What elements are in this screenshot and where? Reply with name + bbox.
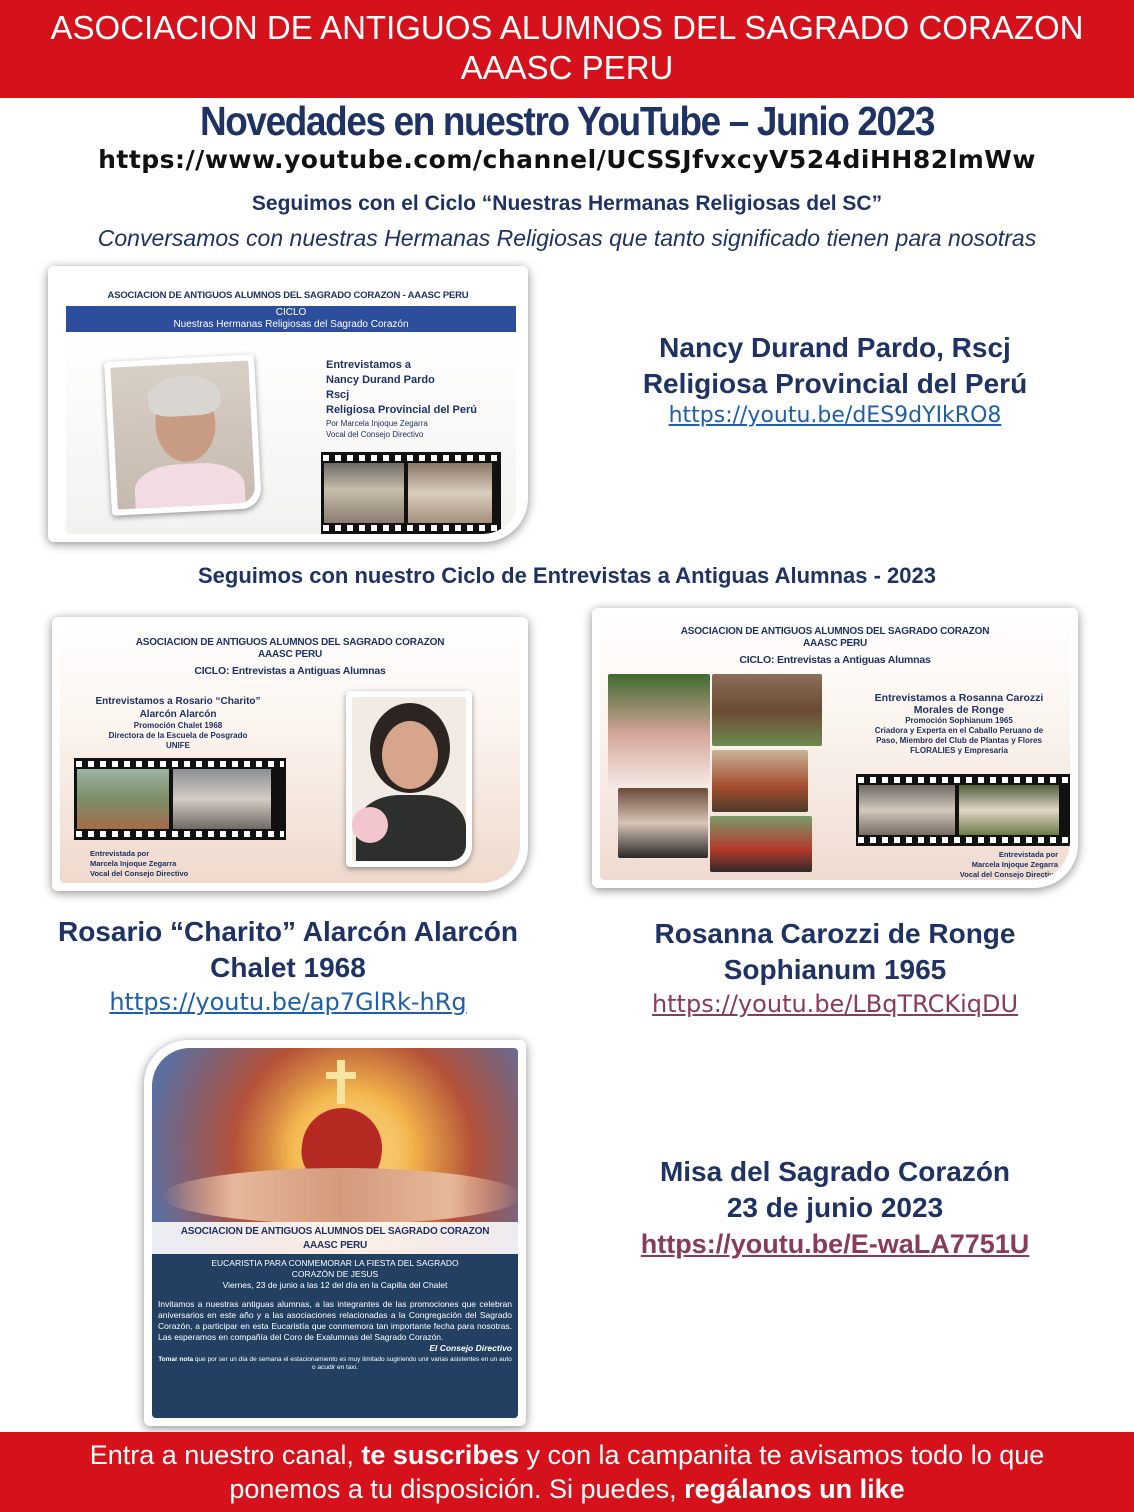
footer-like: regálanos un like (684, 1474, 905, 1504)
footer-line1 (0, 1438, 1134, 1472)
video-rosario-school: Chalet 1968 (210, 952, 366, 983)
interviewer-line2: Marcela Injoque Zegarra (971, 860, 1058, 869)
interviewer-line1: Entrevistada por (998, 850, 1058, 859)
video-misa-info (560, 1154, 1110, 1262)
footer-subscribe: te suscribes (361, 1440, 519, 1470)
video-thumbnail-nancy[interactable] (48, 266, 528, 542)
interview-text (88, 695, 268, 751)
card-org-subtitle: AAASC PERU (302, 1240, 368, 1251)
channel-url[interactable]: https://www.youtube.com/channel/UCSSJfvxcyV524diHH82lmWw (98, 145, 1036, 174)
video-misa-date: 23 de junio 2023 (726, 1192, 944, 1223)
card-org-title: ASOCIACION DE ANTIGUOS ALUMNOS DEL SAGRADO CORAZON (135, 637, 445, 648)
card-org-title: ASOCIACION DE ANTIGUOS ALUMNOS DEL SAGRADO CORAZON - AAASC PERU (107, 290, 469, 301)
card-org-title: ASOCIACION DE ANTIGUOS ALUMNOS DEL SAGRADO CORAZON (180, 1226, 490, 1237)
video-rosanna-name: Rosanna Carozzi de Ronge (654, 918, 1016, 949)
video-rosario-name: Rosario “Charito” Alarcón Alarcón (57, 916, 518, 947)
footer-text-a: Entra a nuestro canal, (89, 1440, 362, 1470)
video-thumbnail-rosario[interactable] (52, 617, 528, 891)
cycle-bar (66, 306, 516, 332)
portrait-photo (104, 354, 262, 516)
video-rosanna-info (560, 916, 1110, 1020)
footer-text-d: ponemos a tu disposición. Si puedes, (229, 1474, 685, 1504)
card-org-title: ASOCIACION DE ANTIGUOS ALUMNOS DEL SAGRADO CORAZON (680, 626, 990, 637)
cycle-subtitle: Conversamos con nuestras Hermanas Religiosas que tanto significado tienen para nosotras (97, 225, 1037, 251)
interview-text (326, 358, 477, 440)
interview-line2: Nancy Durand Pardo (326, 374, 435, 386)
video-nancy-role: Religiosa Provincial del Perú (642, 368, 1028, 399)
footer-text-c: y con la campanita te avisamos todo lo que (518, 1440, 1045, 1470)
interviewer-line: Por Marcela Injoque Zegarra (326, 419, 428, 428)
video-nancy-link[interactable]: https://youtu.be/dES9dYIkRO8 (668, 403, 1002, 428)
interview-line5: Paso, Miembro del Club de Plantas y Flores (876, 736, 1042, 745)
card-org-subtitle: AAASC PERU (257, 649, 323, 660)
interviewer-line3: Vocal del Consejo Directivo (959, 870, 1058, 879)
event-text (158, 1258, 512, 1372)
event-title-line1: EUCARISTIA PARA CONMEMORAR LA FIESTA DEL SAGRADO (211, 1258, 459, 1268)
video-nancy-name: Nancy Durand Pardo, Rscj (659, 332, 1011, 363)
header-title-line1: ASOCIACION DE ANTIGUOS ALUMNOS DEL SAGRADO CORAZON (50, 9, 1084, 46)
video-rosario-info (10, 914, 566, 1018)
interview-line3: Promoción Sophianum 1965 (905, 716, 1013, 725)
event-note-text: que por ser un día de semana el estacionamiento es muy limitado sugiriendo unir varias asistentes en un auto o acudir en taxi. (193, 1356, 512, 1371)
cycle-title: Seguimos con el Ciclo “Nuestras Hermanas Religiosas del SC” (251, 192, 883, 215)
page-headline: Novedades en nuestro YouTube – Junio 2023 (199, 98, 935, 144)
card-org-subtitle: AAASC PERU (802, 638, 868, 649)
event-title-line2: CORAZÓN DE JESUS (291, 1269, 379, 1279)
video-rosario-link[interactable]: https://youtu.be/ap7GlRk-hRg (109, 988, 467, 1016)
interview-line5: UNIFE (166, 741, 190, 750)
portrait-photo (346, 691, 472, 867)
event-signature: El Consejo Directivo (429, 1343, 512, 1353)
video-misa-title: Misa del Sagrado Corazón (659, 1156, 1011, 1187)
footer-line2 (0, 1472, 1134, 1506)
video-misa-link[interactable]: https://youtu.be/E-waLA7751U (640, 1229, 1030, 1259)
cycle-bar-line2: Nuestras Hermanas Religiosas del Sagrado Corazón (173, 319, 409, 330)
interview-line4: Directora de la Escuela de Posgrado (108, 731, 248, 740)
interviewer-line2: Marcela Injoque Zegarra (90, 859, 177, 868)
film-strip (856, 774, 1070, 846)
interview-line1: Entrevistamos a Rosario “Charito” (95, 696, 261, 707)
interviewer-role: Vocal del Consejo Directivo (326, 430, 424, 439)
film-strip (74, 758, 286, 840)
interview-line4: Religiosa Provincial del Perú (326, 404, 477, 416)
interviewer-block (960, 850, 1058, 880)
event-body: Invitamos a nuestras antiguas alumnas, a las integrantes de las promociones que celebran aniversarios en este año y a las asociaciones relacionadas a la Congregación del Sagrado Corazón, a participar en esta Eucaristía que conmemora tan importante fecha para nosotras. Las esperamos en compañía del Coro de Exalumnas del Sagrado Corazón. (158, 1299, 512, 1342)
interview-text (848, 692, 1070, 756)
hands-image (162, 1168, 518, 1224)
footer-banner (0, 1432, 1134, 1512)
header-banner (0, 0, 1134, 98)
film-strip (321, 452, 501, 534)
event-note (158, 1356, 512, 1372)
interview-line6: FLORALIES y Empresaria (910, 746, 1008, 755)
video-rosanna-school: Sophianum 1965 (723, 954, 947, 985)
interview-line2: Morales de Ronge (913, 704, 1005, 716)
interviewer-line1: Entrevistada por (90, 849, 150, 858)
interview-line4: Criadora y Experta en el Caballo Peruano de (874, 726, 1044, 735)
interviewer-line3: Vocal del Consejo Directivo (90, 869, 189, 878)
interview-line3: Rscj (326, 389, 350, 401)
card-cycle: CICLO: Entrevistas a Antiguas Alumnas (739, 654, 931, 666)
interview-line2: Alarcón Alarcón (139, 709, 217, 720)
cross-icon (337, 1060, 345, 1104)
event-note-label: Tomar nota (158, 1356, 194, 1363)
video-nancy-info (560, 330, 1110, 430)
cycle-bar-line1: CICLO (275, 307, 307, 318)
interview-line1: Entrevistamos a (326, 359, 411, 371)
interviewer-block (90, 849, 188, 879)
event-date: Viernes, 23 de junio a las 12 del día en la Capilla del Chalet (222, 1280, 448, 1290)
video-thumbnail-rosanna[interactable] (592, 608, 1078, 888)
header-title-line2: AAASC PERU (460, 49, 674, 86)
card-cycle: CICLO: Entrevistas a Antiguas Alumnas (194, 665, 386, 677)
video-rosanna-link[interactable]: https://youtu.be/LBqTRCKiqDU (651, 990, 1019, 1018)
video-thumbnail-misa[interactable] (144, 1040, 526, 1426)
section2-title: Seguimos con nuestro Ciclo de Entrevistas a Antiguas Alumnas - 2023 (197, 563, 936, 588)
interview-line3: Promoción Chalet 1968 (133, 721, 223, 730)
interview-line1: Entrevistamos a Rosanna Carozzi (874, 692, 1044, 704)
